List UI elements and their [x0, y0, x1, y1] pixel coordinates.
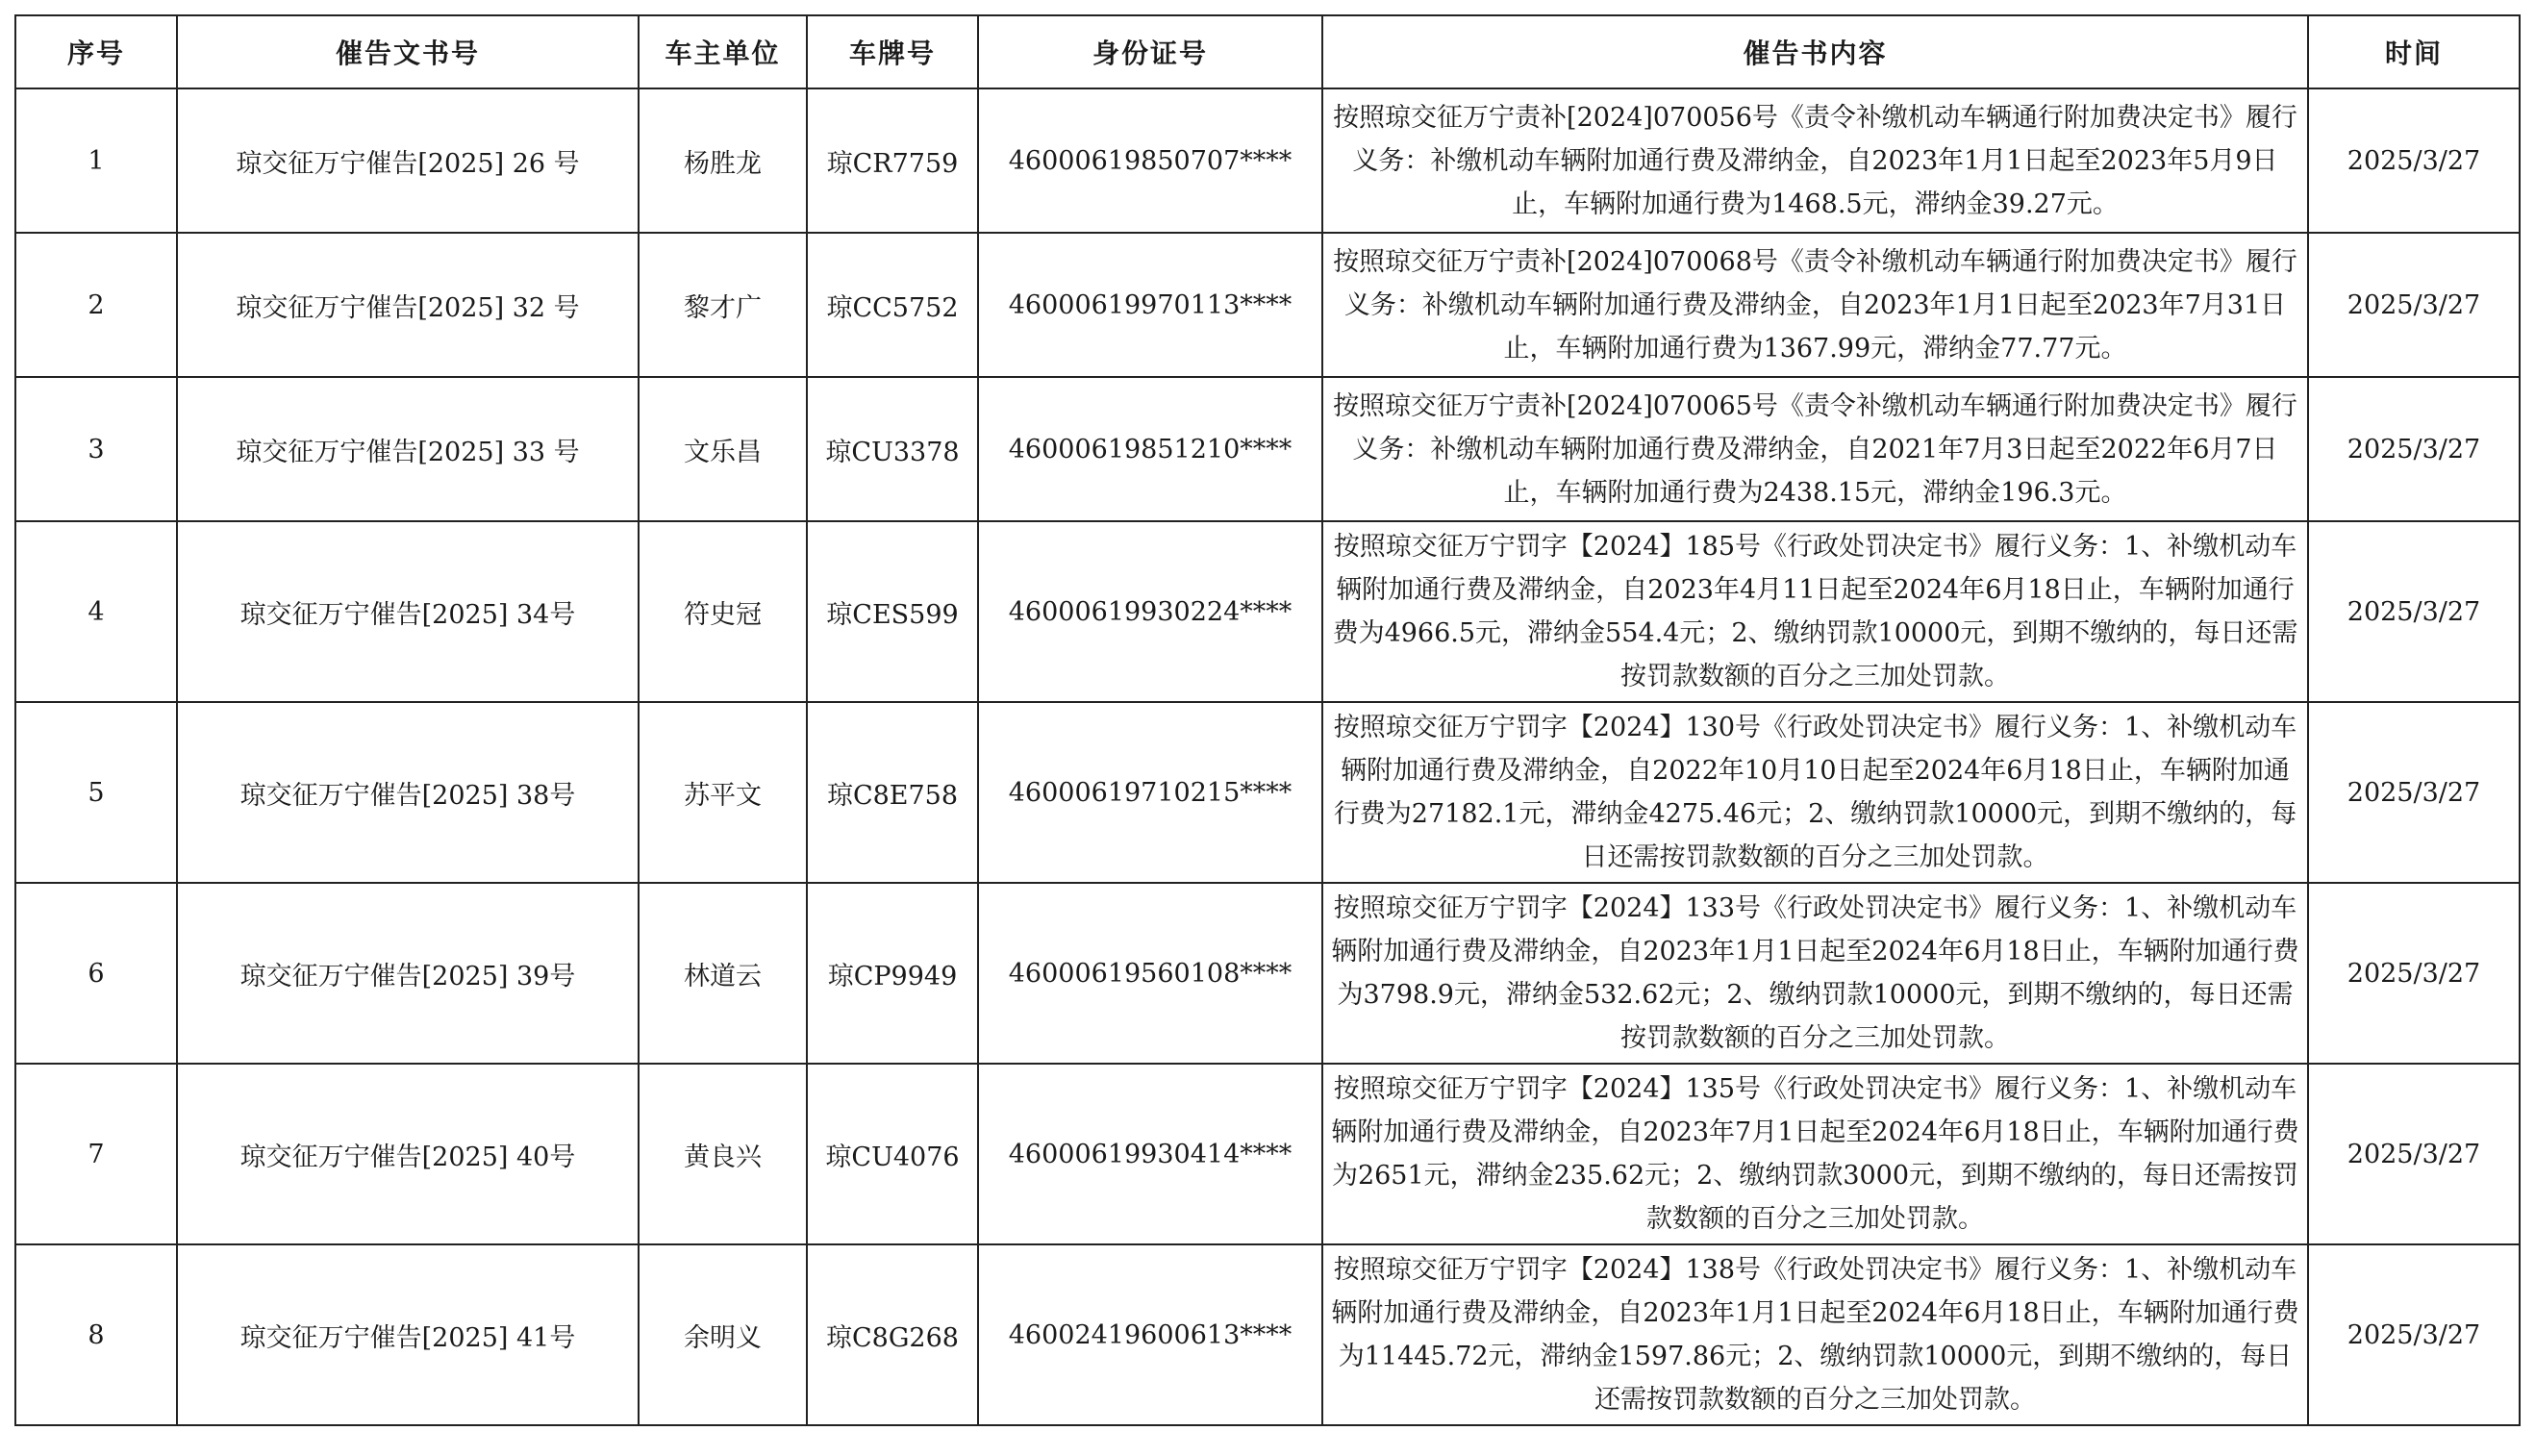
cell-date: 2025/3/27	[2308, 1064, 2520, 1244]
table-row	[15, 1064, 2520, 1244]
cell-plate: 琼C8G268	[807, 1244, 978, 1425]
cell-id-no: 46000619850707****	[978, 88, 1322, 233]
cell-owner: 余明义	[639, 1244, 807, 1425]
cell-seq: 3	[15, 377, 177, 521]
cell-date: 2025/3/27	[2308, 233, 2520, 377]
header-content: 催告书内容	[1322, 15, 2308, 88]
cell-content: 按照琼交征万宁责补[2024]070056号《责令补缴机动车辆通行附加费决定书》履行义务：补缴机动车辆附加通行费及滞纳金，自2023年1月1日起至2023年5月9日止，车辆附加通行费为1468.5元，滞纳金39.27元。	[1322, 88, 2308, 233]
cell-doc-no: 琼交征万宁催告[2025] 38号	[177, 702, 639, 883]
cell-seq: 4	[15, 521, 177, 702]
cell-owner: 文乐昌	[639, 377, 807, 521]
cell-date: 2025/3/27	[2308, 702, 2520, 883]
table-row	[15, 883, 2520, 1064]
header-id-no: 身份证号	[978, 15, 1322, 88]
cell-owner: 杨胜龙	[639, 88, 807, 233]
cell-id-no: 46002419600613****	[978, 1244, 1322, 1425]
cell-seq: 8	[15, 1244, 177, 1425]
cell-doc-no: 琼交征万宁催告[2025] 33 号	[177, 377, 639, 521]
header-doc-no: 催告文书号	[177, 15, 639, 88]
cell-seq: 1	[15, 88, 177, 233]
cell-plate: 琼C8E758	[807, 702, 978, 883]
cell-plate: 琼CES599	[807, 521, 978, 702]
table-row	[15, 702, 2520, 883]
cell-date: 2025/3/27	[2308, 1244, 2520, 1425]
table-row	[15, 1244, 2520, 1425]
cell-plate: 琼CC5752	[807, 233, 978, 377]
cell-doc-no: 琼交征万宁催告[2025] 41号	[177, 1244, 639, 1425]
header-owner: 车主单位	[639, 15, 807, 88]
cell-id-no: 46000619710215****	[978, 702, 1322, 883]
cell-seq: 5	[15, 702, 177, 883]
cell-date: 2025/3/27	[2308, 88, 2520, 233]
cell-date: 2025/3/27	[2308, 377, 2520, 521]
cell-doc-no: 琼交征万宁催告[2025] 26 号	[177, 88, 639, 233]
cell-plate: 琼CU4076	[807, 1064, 978, 1244]
cell-doc-no: 琼交征万宁催告[2025] 34号	[177, 521, 639, 702]
cell-plate: 琼CU3378	[807, 377, 978, 521]
cell-content: 按照琼交征万宁责补[2024]070065号《责令补缴机动车辆通行附加费决定书》履行义务：补缴机动车辆附加通行费及滞纳金，自2021年7月3日起至2022年6月7日止，车辆附加通行费为2438.15元，滞纳金196.3元。	[1322, 377, 2308, 521]
header-date: 时间	[2308, 15, 2520, 88]
cell-content: 按照琼交征万宁罚字【2024】133号《行政处罚决定书》履行义务：1、补缴机动车辆附加通行费及滞纳金，自2023年1月1日起至2024年6月18日止，车辆附加通行费为3798.9元，滞纳金532.62元；2、缴纳罚款10000元，到期不缴纳的，每日还需按罚款数额的百分之三加处罚款。	[1322, 883, 2308, 1064]
cell-owner: 符史冠	[639, 521, 807, 702]
header-plate: 车牌号	[807, 15, 978, 88]
cell-owner: 苏平文	[639, 702, 807, 883]
cell-plate: 琼CR7759	[807, 88, 978, 233]
cell-content: 按照琼交征万宁罚字【2024】138号《行政处罚决定书》履行义务：1、补缴机动车辆附加通行费及滞纳金，自2023年1月1日起至2024年6月18日止，车辆附加通行费为11445.72元，滞纳金1597.86元；2、缴纳罚款10000元，到期不缴纳的，每日还需按罚款数额的百分之三加处罚款。	[1322, 1244, 2308, 1425]
header-row	[15, 15, 2520, 88]
cell-id-no: 46000619930224****	[978, 521, 1322, 702]
cell-content: 按照琼交征万宁责补[2024]070068号《责令补缴机动车辆通行附加费决定书》履行义务：补缴机动车辆附加通行费及滞纳金，自2023年1月1日起至2023年7月31日止，车辆附加通行费为1367.99元，滞纳金77.77元。	[1322, 233, 2308, 377]
cell-content: 按照琼交征万宁罚字【2024】135号《行政处罚决定书》履行义务：1、补缴机动车辆附加通行费及滞纳金，自2023年7月1日起至2024年6月18日止，车辆附加通行费为2651元，滞纳金235.62元；2、缴纳罚款3000元，到期不缴纳的，每日还需按罚款数额的百分之三加处罚款。	[1322, 1064, 2308, 1244]
cell-date: 2025/3/27	[2308, 883, 2520, 1064]
cell-seq: 6	[15, 883, 177, 1064]
cell-doc-no: 琼交征万宁催告[2025] 32 号	[177, 233, 639, 377]
cell-doc-no: 琼交征万宁催告[2025] 39号	[177, 883, 639, 1064]
cell-id-no: 46000619930414****	[978, 1064, 1322, 1244]
cell-date: 2025/3/27	[2308, 521, 2520, 702]
cell-doc-no: 琼交征万宁催告[2025] 40号	[177, 1064, 639, 1244]
table-row	[15, 377, 2520, 521]
cell-content: 按照琼交征万宁罚字【2024】130号《行政处罚决定书》履行义务：1、补缴机动车辆附加通行费及滞纳金，自2022年10月10日起至2024年6月18日止，车辆附加通行费为27182.1元，滞纳金4275.46元；2、缴纳罚款10000元，到期不缴纳的，每日还需按罚款数额的百分之三加处罚款。	[1322, 702, 2308, 883]
table-row	[15, 521, 2520, 702]
cell-owner: 林道云	[639, 883, 807, 1064]
table-row	[15, 233, 2520, 377]
cell-id-no: 46000619851210****	[978, 377, 1322, 521]
cell-seq: 7	[15, 1064, 177, 1244]
cell-seq: 2	[15, 233, 177, 377]
cell-owner: 黄良兴	[639, 1064, 807, 1244]
table-row	[15, 88, 2520, 233]
reminder-notice-table	[14, 14, 2521, 1426]
cell-owner: 黎才广	[639, 233, 807, 377]
cell-id-no: 46000619560108****	[978, 883, 1322, 1064]
cell-id-no: 46000619970113****	[978, 233, 1322, 377]
cell-content: 按照琼交征万宁罚字【2024】185号《行政处罚决定书》履行义务：1、补缴机动车辆附加通行费及滞纳金，自2023年4月11日起至2024年6月18日止，车辆附加通行费为4966.5元，滞纳金554.4元；2、缴纳罚款10000元，到期不缴纳的，每日还需按罚款数额的百分之三加处罚款。	[1322, 521, 2308, 702]
header-seq: 序号	[15, 15, 177, 88]
cell-plate: 琼CP9949	[807, 883, 978, 1064]
